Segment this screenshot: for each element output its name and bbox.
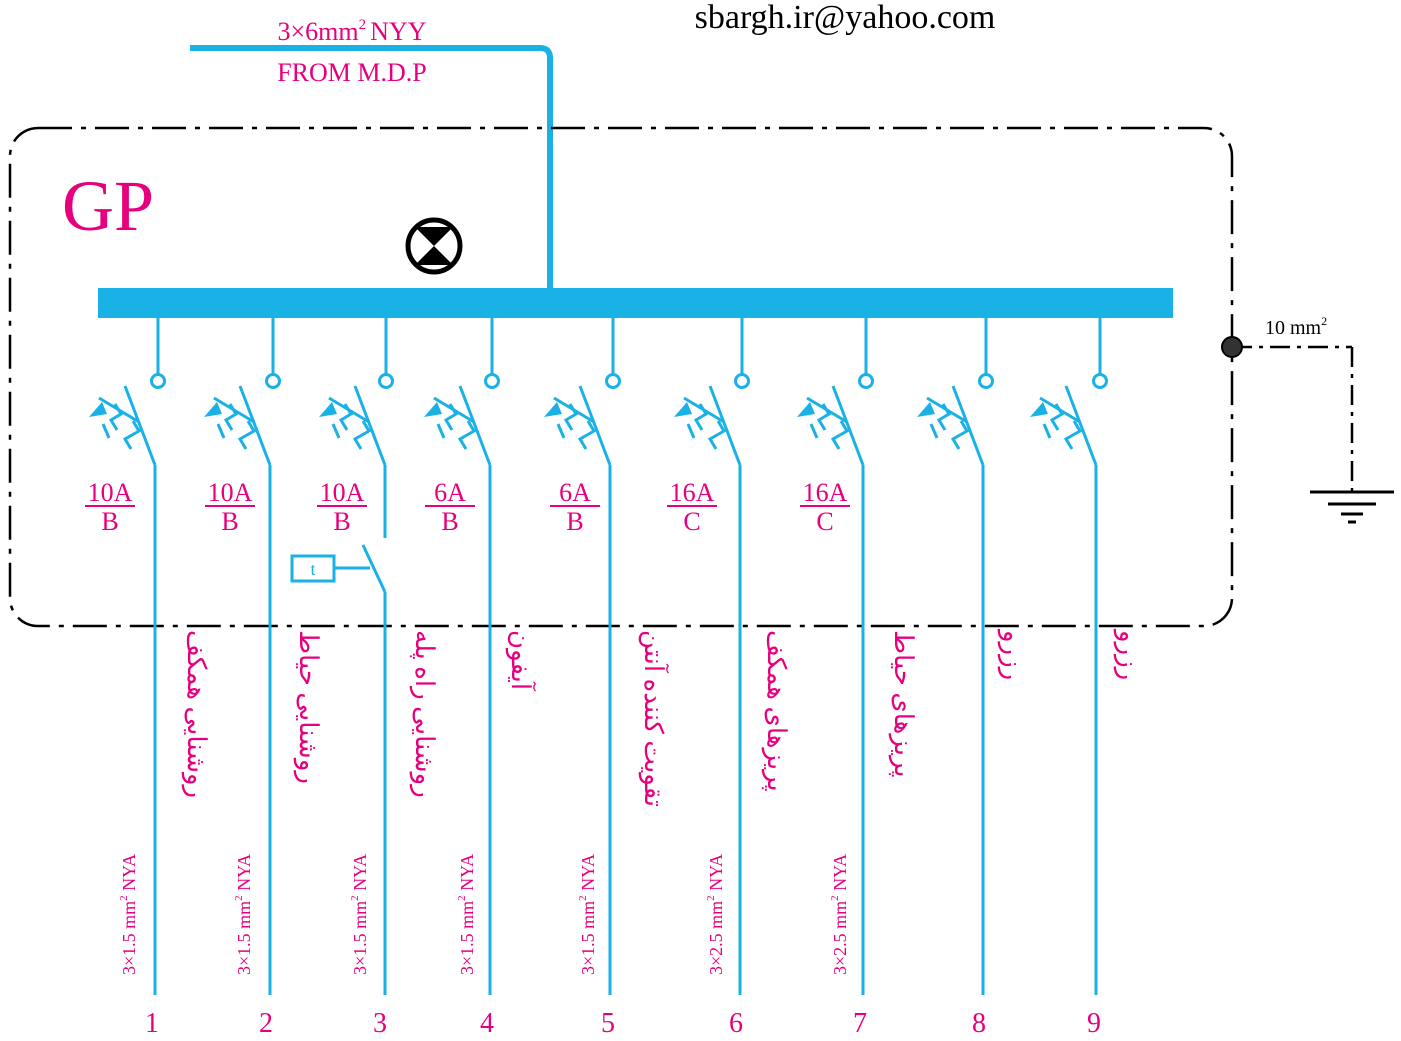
email-text: sbargh.ir@yahoo.com: [694, 0, 996, 36]
breaker-icon: [544, 386, 610, 465]
breaker-rating: 10A: [87, 478, 133, 507]
circuit-number: 5: [601, 1008, 615, 1036]
circuit-description: آیفون: [506, 630, 535, 691]
circuit-2: [204, 318, 323, 1036]
circuit-description: روشنایی همکف: [182, 630, 211, 799]
circuit-number: 7: [853, 1008, 867, 1036]
panel-name: GP: [62, 166, 155, 246]
circuit-description: رزرو: [998, 630, 1027, 681]
circuit-description: پریزهای حیاط: [889, 630, 918, 778]
panel-enclosure: [10, 128, 1232, 626]
lamp-icon: [408, 220, 460, 272]
breaker-rating: 16A: [802, 478, 848, 507]
breaker-icon: [1030, 386, 1096, 465]
breaker-rating: 10A: [319, 478, 365, 507]
contact-circle: [152, 375, 165, 388]
feeder-circuits: [85, 318, 1143, 1036]
cable-spec: 3×1.5 $mm^2$ NYA: [349, 853, 370, 975]
breaker-curve: B: [333, 507, 351, 536]
breaker-curve: C: [816, 507, 834, 536]
contact-circle: [980, 375, 993, 388]
breaker-icon: [424, 386, 490, 465]
breaker-icon: [204, 386, 270, 465]
circuit-number: 9: [1087, 1008, 1101, 1036]
contact-circle: [736, 375, 749, 388]
ground-icon: [1310, 492, 1394, 522]
breaker-rating: 16A: [669, 478, 715, 507]
timer-label: t: [310, 559, 316, 579]
circuit-6: [667, 318, 791, 1036]
circuit-number: 6: [729, 1008, 743, 1036]
breaker-curve: B: [441, 507, 459, 536]
circuit-number: 8: [972, 1008, 986, 1036]
supply-source-label: FROM M.D.P: [277, 58, 427, 87]
circuit-8: [917, 318, 1027, 1036]
circuit-7: [797, 318, 918, 1036]
contact-circle: [860, 375, 873, 388]
cable-spec: 3×1.5 $mm^2$ NYA: [577, 853, 598, 975]
breaker-curve: B: [566, 507, 584, 536]
breaker-curve: B: [221, 507, 239, 536]
circuit-number: 4: [480, 1008, 494, 1036]
cable-spec: 3×1.5 $mm^2$ NYA: [118, 853, 139, 975]
breaker-curve: C: [683, 507, 701, 536]
busbar: [98, 288, 1173, 318]
cable-spec: 3×1.5 $mm^2$ NYA: [456, 853, 477, 975]
circuit-5: [544, 318, 670, 1036]
earth-cable-label: 10 $mm^2$: [1265, 314, 1328, 339]
breaker-icon: [797, 386, 863, 465]
contact-circle: [380, 375, 393, 388]
breaker-icon: [319, 386, 385, 465]
breaker-icon: [674, 386, 740, 465]
contact-circle: [1094, 375, 1107, 388]
cable-spec: 3×2.5 $mm^2$ NYA: [829, 853, 850, 975]
breaker-rating: 6A: [559, 478, 591, 507]
cable-spec: 3×2.5 $mm^2$ NYA: [705, 853, 726, 975]
circuit-4: [424, 318, 537, 1036]
circuit-description: روشنایی حیاط: [294, 630, 323, 784]
circuit-description: رزرو: [1114, 630, 1143, 681]
breaker-rating: 6A: [434, 478, 466, 507]
supply-cable-label: $3\times 6mm^2$ NYY: [277, 17, 427, 46]
circuit-number: 1: [145, 1008, 159, 1036]
circuit-number: 2: [259, 1008, 273, 1036]
contact-circle: [267, 375, 280, 388]
circuit-9: [1030, 318, 1143, 1036]
breaker-rating: 10A: [207, 478, 253, 507]
circuit-description: تقویت کننده آنتن: [639, 630, 668, 808]
circuit-description: پریزهای همکف: [762, 630, 791, 792]
contact-circle: [486, 375, 499, 388]
cable-spec: 3×1.5 $mm^2$ NYA: [233, 853, 254, 975]
contact-circle: [607, 375, 620, 388]
circuit-description: روشنایی راه پله: [410, 630, 439, 798]
earth-connection: [1222, 337, 1352, 492]
breaker-icon: [917, 386, 983, 465]
breaker-icon: [89, 386, 155, 465]
breaker-curve: B: [101, 507, 119, 536]
circuit-1: [85, 318, 211, 1036]
circuit-number: 3: [373, 1008, 387, 1036]
